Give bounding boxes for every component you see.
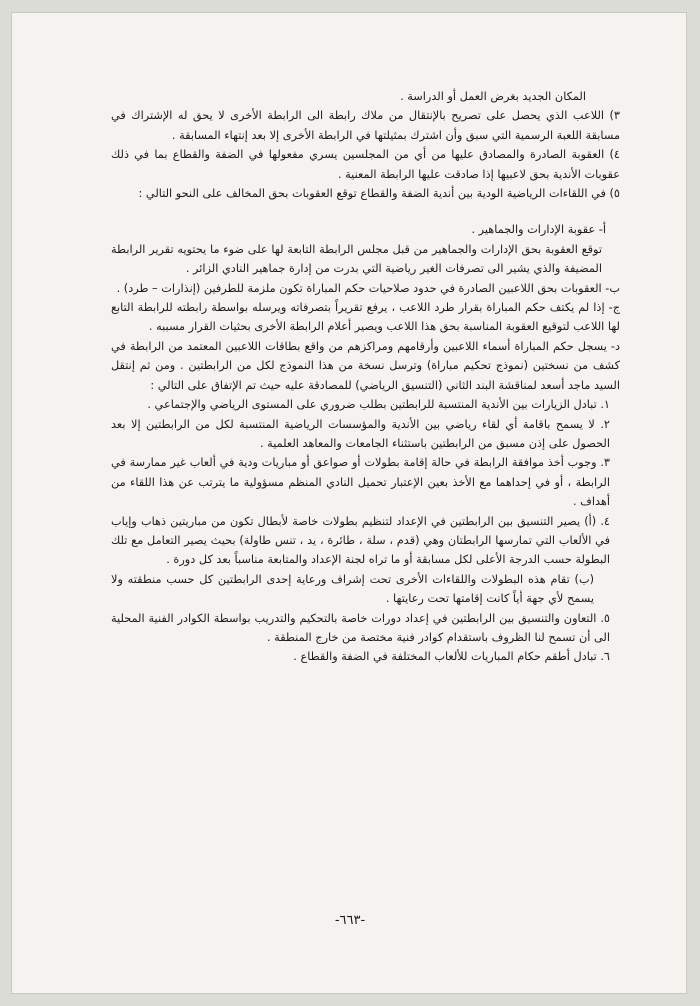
paragraph-coord-4b: (ب) تقام هذه البطولات واللقاءات الأخرى تحت إشراف ورعاية إحدى الرابطتين كل حسب منطقته ولا يسمح لأي جهة أياً كانت إقامتها تحت رعايتها .: [111, 572, 594, 606]
paragraph-item-3-transfer: ٣) اللاعب الذي يحصل على تصريح بالإنتقال من ملاك رابطة الى الرابطة الأخرى لا يحق له الإشتراك في مسابقة اللعبة الرسمية التي سبق وأن اشترك بمثيلتها في الرابطة الأخرى إلا بعد إنتهاء المسابقة .: [111, 109, 620, 142]
paragraph-item-5-friendly-matches: ٥) في اللقاءات الرياضية الودية بين أندية الضفة والقطاع توقع العقوبات بحق المخالف على النحو التالي :: [138, 187, 620, 201]
paragraph-d-referee-record: د- يسجل حكم المباراة أسماء اللاعبين وأرقامهم ومراكزهم من واقع بطاقات اللاعبين المعتمد من الرابطة في كشف من نسختين (نموذج تحكيم مباراة) وترسل نسخة من هذا النموذج لكل من الرابطتين . ومن ثم إنتقل السيد ماجد أسعد لمناقشة البند الثاني (التنسيق الرياضي) للمصادقة عليه حيث تم الإتفاق على التالي :: [111, 339, 620, 392]
paragraph-coord-6: ٦. تبادل أطقم حكام المباريات للألعاب المختلفة في الضفة والقطاع .: [293, 650, 610, 664]
paragraph-c-referee-report: ج- إذا لم يكتف حكم المباراة بقرار طرد اللاعب ، يرفع تقريراً بتصرفاته ويرسله بواسطة رابطته للرابطة التابع لها اللاعب لتوقيع العقوبة المناسبة بحق هذا اللاعب ويصير أعلام الرابطة الأخرى بحثيات القرار مسببه .: [111, 301, 620, 334]
paragraph-a-body: توقع العقوبة بحق الإدارات والجماهير من قبل مجلس الرابطة التابعة لها على ضوء ما يحتويه تقرير الرابطة المضيفة والذي يشير الى تصرفات الغير رياضية التي بدرت من إدارة جماهير النادي الزائر .: [111, 242, 602, 276]
paragraph-place-of-work: المكان الجديد بغرض العمل أو الدراسة .: [400, 90, 586, 103]
paragraph-coord-3: ٣. وجوب أخذ موافقة الرابطة في حالة إقامة بطولات أو صواعق أو مباريات ودية في ألعاب غير ممارسة في الرابطة ، أو في إحداهما مع الأخذ بعين الإعتبار تحميل النادي المنظم مسؤولية ما يترتب عن هذا اللقاء من أهداف .: [111, 456, 610, 509]
paragraph-coord-4a: ٤. (أ) يصير التنسيق بين الرابطتين في الإعداد لتنظيم بطولات خاصة لأبطال تكون من مباريتين ذهاب وإياب في الألعاب التي تمارسها الرابطتان وهي (قدم ، سلة ، طائرة ، يد ، تنس طاولة) بحيث يصير التعامل مع تلك البطولة حسب الدرجة الأعلى لكل مسابقة أو ما تراه لجنة الإعداد والمتابعة مناسباً بعد كل دورة .: [111, 514, 610, 567]
paragraph-coord-1: ١. تبادل الزيارات بين الأندية المنتسبة للرابطتين بطلب ضروري على المستوى الرياضي والإجتماعي .: [147, 398, 610, 412]
paragraph-coord-5: ٥. التعاون والتنسيق بين الرابطتين في إعداد دورات خاصة بالتحكيم والتدريب بواسطة الكوادر الفنية المحلية الى أن تسمح لنا الظروف باستقدام كوادر فنية مختصة من خارج المنطقة .: [111, 611, 610, 644]
page-number: -٦٦٣-: [334, 913, 366, 928]
document-page: [11, 12, 687, 994]
document-body: [111, 87, 620, 667]
paragraph-coord-2: ٢. لا يسمح باقامة أي لقاء رياضي بين الأندية والمؤسسات الرياضية المنتسبة لكل من الرابطتين إلا بعد الحصول على إذن مسبق من الرابطتين باستثناء الجامعات والمعاهد العلمية .: [111, 417, 610, 450]
paragraph-a-heading: أ- عقوبة الإدارات والجماهير .: [471, 223, 606, 237]
paragraph-item-4-penalties: ٤) العقوبة الصادرة والمصادق عليها من أي من المجلسين يسري مفعولها في الضفة والقطاع بما في ذلك عقوبات الأندية بحق لاعبيها إذا صادقت عليها الرابطة المعنية .: [111, 148, 620, 181]
paragraph-b-players: ب- العقوبات بحق اللاعبين الصادرة في حدود صلاحيات حكم المباراة تكون ملزمة للطرفين (إنذارات – طرد) .: [116, 281, 620, 295]
